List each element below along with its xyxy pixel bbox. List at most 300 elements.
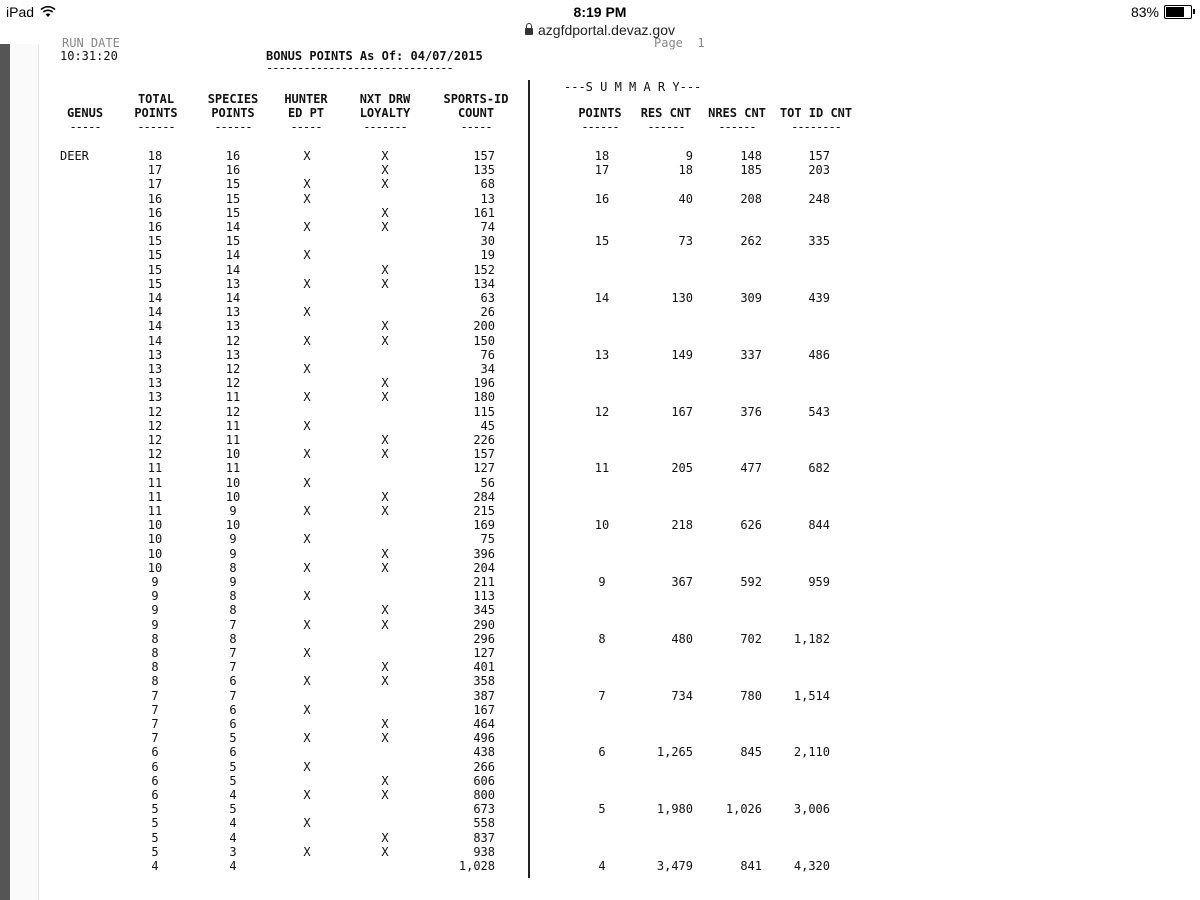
summary-nres-cnt: 376 — [740, 404, 762, 419]
row-sports-id-count: 606 — [473, 773, 495, 788]
row-species-points: 5 — [229, 731, 237, 746]
row-sports-id-count: 266 — [473, 759, 495, 774]
row-sports-id-count: 284 — [473, 489, 495, 504]
report-time: 10:31:20 — [60, 49, 118, 63]
row-species-points: 11 — [225, 390, 241, 405]
row-species-points: 7 — [229, 617, 237, 632]
summary-tot-id-cnt: 248 — [808, 191, 830, 206]
row-loyalty: X — [381, 773, 389, 788]
row-species-points: 11 — [225, 433, 241, 447]
row-loyalty: X — [381, 447, 389, 462]
header-species-points: SPECIES POINTS — [207, 92, 259, 120]
row-species-points: 7 — [229, 688, 237, 703]
row-total-points: 16 — [147, 220, 163, 234]
row-sports-id-count: 196 — [473, 376, 495, 391]
row-species-points: 8 — [229, 603, 237, 618]
summary-dash-nres: ------ — [718, 120, 756, 134]
row-species-points: 14 — [225, 291, 241, 305]
row-hunter-ed-pt: X — [303, 447, 311, 462]
row-sports-id-count: 26 — [480, 305, 495, 320]
row-species-points: 15 — [225, 177, 241, 192]
row-total-points: 6 — [151, 788, 159, 802]
header-total-points: TOTAL POINTS — [134, 92, 178, 120]
url-text[interactable]: azgfdportal.devaz.gov — [538, 22, 675, 38]
report-title-underline: ------------------------------ — [266, 61, 453, 75]
genus-label: DEER — [60, 149, 89, 163]
summary-nres-cnt: 185 — [740, 163, 762, 178]
summary-tot-id-cnt: 844 — [808, 518, 830, 533]
row-hunter-ed-pt: X — [303, 418, 311, 433]
row-species-points: 11 — [225, 418, 241, 433]
row-total-points: 9 — [151, 617, 159, 632]
row-species-points: 12 — [225, 404, 241, 419]
row-hunter-ed-pt: X — [303, 674, 311, 689]
row-total-points: 10 — [147, 518, 163, 533]
summary-tot-id-cnt: 3,006 — [793, 802, 830, 817]
summary-res-cnt: 734 — [671, 688, 693, 703]
row-sports-id-count: 63 — [480, 291, 495, 305]
row-species-points: 6 — [229, 717, 237, 731]
summary-nres-cnt: 337 — [740, 347, 762, 362]
row-sports-id-count: 558 — [473, 816, 495, 831]
summary-nres-cnt: 626 — [740, 518, 762, 533]
row-total-points: 7 — [151, 731, 159, 746]
battery-tip — [1193, 9, 1195, 14]
summary-points: 17 — [594, 163, 610, 178]
row-sports-id-count: 211 — [473, 575, 495, 589]
row-total-points: 14 — [147, 305, 163, 320]
row-hunter-ed-pt: X — [303, 702, 311, 717]
row-total-points: 10 — [147, 546, 163, 561]
summary-tot-id-cnt: 682 — [808, 461, 830, 476]
row-species-points: 5 — [229, 773, 237, 788]
row-sports-id-count: 167 — [473, 702, 495, 717]
row-species-points: 12 — [225, 333, 241, 348]
row-total-points: 5 — [151, 802, 159, 817]
row-hunter-ed-pt: X — [303, 788, 311, 802]
row-total-points: 7 — [151, 688, 159, 703]
row-loyalty: X — [381, 830, 389, 845]
header-genus: GENUS — [66, 106, 104, 120]
summary-nres-cnt: 841 — [740, 859, 762, 873]
row-total-points: 13 — [147, 362, 163, 376]
row-sports-id-count: 74 — [480, 220, 495, 234]
row-sports-id-count: 673 — [473, 802, 495, 817]
row-total-points: 15 — [147, 234, 163, 249]
summary-tot-id-cnt: 2,110 — [793, 745, 830, 760]
row-sports-id-count: 127 — [473, 646, 495, 660]
summary-tot-id-cnt: 439 — [808, 291, 830, 305]
row-loyalty: X — [381, 433, 389, 447]
row-loyalty: X — [381, 546, 389, 561]
row-sports-id-count: 296 — [473, 631, 495, 646]
row-total-points: 16 — [147, 191, 163, 206]
row-sports-id-count: 150 — [473, 333, 495, 348]
summary-points: 13 — [594, 347, 610, 362]
row-species-points: 12 — [225, 362, 241, 376]
row-total-points: 14 — [147, 333, 163, 348]
summary-nres-cnt: 592 — [740, 575, 762, 589]
status-time: 8:19 PM — [573, 4, 627, 20]
row-species-points: 9 — [229, 546, 237, 561]
summary-res-cnt: 40 — [678, 191, 693, 206]
dash-species-points: ------ — [214, 120, 252, 134]
row-hunter-ed-pt: X — [303, 646, 311, 660]
row-loyalty: X — [381, 560, 389, 575]
row-hunter-ed-pt: X — [303, 248, 311, 263]
row-sports-id-count: 13 — [480, 191, 495, 206]
row-total-points: 8 — [151, 631, 159, 646]
row-total-points: 17 — [147, 163, 163, 178]
summary-res-cnt: 167 — [671, 404, 693, 419]
row-sports-id-count: 127 — [473, 461, 495, 476]
row-sports-id-count: 345 — [473, 603, 495, 618]
row-loyalty: X — [381, 717, 389, 731]
summary-points: 4 — [598, 859, 606, 873]
row-sports-id-count: 387 — [473, 688, 495, 703]
summary-dash-points: ------ — [581, 120, 619, 134]
summary-tot-id-cnt: 157 — [808, 149, 830, 163]
row-total-points: 12 — [147, 447, 163, 462]
row-total-points: 14 — [147, 319, 163, 334]
row-hunter-ed-pt: X — [303, 362, 311, 376]
row-sports-id-count: 34 — [480, 362, 495, 376]
row-sports-id-count: 161 — [473, 205, 495, 220]
row-loyalty: X — [381, 177, 389, 192]
url-bar[interactable] — [0, 22, 1200, 44]
row-sports-id-count: 19 — [480, 248, 495, 263]
row-hunter-ed-pt: X — [303, 276, 311, 291]
summary-res-cnt: 9 — [685, 149, 693, 163]
summary-res-cnt: 367 — [671, 575, 693, 589]
row-hunter-ed-pt: X — [303, 220, 311, 234]
row-loyalty: X — [381, 788, 389, 802]
summary-header-res: RES CNT — [640, 106, 692, 120]
row-species-points: 13 — [225, 305, 241, 320]
row-total-points: 5 — [151, 844, 159, 859]
row-total-points: 11 — [147, 461, 163, 476]
lock-icon — [525, 28, 533, 35]
summary-points: 11 — [594, 461, 610, 476]
dash-hunter-ed: ----- — [290, 120, 322, 134]
row-sports-id-count: 290 — [473, 617, 495, 632]
row-sports-id-count: 76 — [480, 347, 495, 362]
summary-res-cnt: 149 — [671, 347, 693, 362]
row-total-points: 9 — [151, 603, 159, 618]
row-hunter-ed-pt: X — [303, 177, 311, 192]
row-hunter-ed-pt: X — [303, 475, 311, 490]
row-total-points: 8 — [151, 674, 159, 689]
row-sports-id-count: 30 — [480, 234, 495, 249]
summary-tot-id-cnt: 4,320 — [793, 859, 830, 873]
row-loyalty: X — [381, 205, 389, 220]
row-loyalty: X — [381, 660, 389, 675]
row-loyalty: X — [381, 333, 389, 348]
row-loyalty: X — [381, 489, 389, 504]
row-species-points: 4 — [229, 859, 237, 873]
header-loyalty: NXT DRW LOYALTY — [359, 92, 411, 120]
row-hunter-ed-pt: X — [303, 560, 311, 575]
summary-points: 14 — [594, 291, 610, 305]
battery-percent: 83% — [1130, 4, 1159, 20]
row-species-points: 8 — [229, 589, 237, 604]
summary-res-cnt: 73 — [678, 234, 693, 249]
document-margin — [10, 44, 39, 900]
row-total-points: 11 — [147, 475, 163, 490]
row-species-points: 10 — [225, 475, 241, 490]
row-species-points: 13 — [225, 319, 241, 334]
summary-table — [40, 44, 1200, 900]
row-hunter-ed-pt: X — [303, 333, 311, 348]
row-species-points: 13 — [225, 276, 241, 291]
row-total-points: 10 — [147, 560, 163, 575]
summary-nres-cnt: 262 — [740, 234, 762, 249]
row-species-points: 8 — [229, 631, 237, 646]
row-hunter-ed-pt: X — [303, 816, 311, 831]
row-hunter-ed-pt: X — [303, 504, 311, 518]
cutoff-text-right: Page 1 — [654, 36, 705, 50]
row-sports-id-count: 180 — [473, 390, 495, 405]
battery-fill — [1166, 7, 1184, 17]
summary-nres-cnt: 780 — [740, 688, 762, 703]
row-sports-id-count: 113 — [473, 589, 495, 604]
row-hunter-ed-pt: X — [303, 390, 311, 405]
summary-nres-cnt: 148 — [740, 149, 762, 163]
summary-points: 7 — [598, 688, 606, 703]
row-hunter-ed-pt: X — [303, 191, 311, 206]
summary-nres-cnt: 702 — [740, 631, 762, 646]
row-sports-id-count: 45 — [480, 418, 495, 433]
row-loyalty: X — [381, 149, 389, 163]
row-loyalty: X — [381, 617, 389, 632]
row-species-points: 5 — [229, 759, 237, 774]
summary-nres-cnt: 309 — [740, 291, 762, 305]
summary-points: 5 — [598, 802, 606, 817]
row-sports-id-count: 358 — [473, 674, 495, 689]
row-sports-id-count: 135 — [473, 163, 495, 178]
summary-nres-cnt: 1,026 — [725, 802, 762, 817]
row-sports-id-count: 1,028 — [458, 859, 495, 873]
row-species-points: 9 — [229, 532, 237, 547]
row-species-points: 10 — [225, 518, 241, 533]
summary-points: 12 — [594, 404, 610, 419]
report-title: BONUS POINTS As Of: 04/07/2015 — [266, 49, 483, 63]
row-total-points: 11 — [147, 489, 163, 504]
row-total-points: 6 — [151, 773, 159, 788]
summary-nres-cnt: 845 — [740, 745, 762, 760]
row-species-points: 9 — [229, 504, 237, 518]
row-species-points: 7 — [229, 646, 237, 660]
row-total-points: 8 — [151, 646, 159, 660]
header-count: SPORTS-ID COUNT — [443, 92, 509, 120]
summary-points: 10 — [594, 518, 610, 533]
row-hunter-ed-pt: X — [303, 844, 311, 859]
row-sports-id-count: 115 — [473, 404, 495, 419]
row-hunter-ed-pt: X — [303, 589, 311, 604]
summary-title: ---S U M M A R Y--- — [564, 80, 702, 94]
row-sports-id-count: 56 — [480, 475, 495, 490]
row-loyalty: X — [381, 731, 389, 746]
dash-count: ----- — [460, 120, 492, 134]
row-loyalty: X — [381, 504, 389, 518]
summary-res-cnt: 3,479 — [656, 859, 693, 873]
row-loyalty: X — [381, 220, 389, 234]
row-total-points: 14 — [147, 291, 163, 305]
summary-res-cnt: 130 — [671, 291, 693, 305]
row-species-points: 5 — [229, 802, 237, 817]
row-sports-id-count: 464 — [473, 717, 495, 731]
row-species-points: 6 — [229, 745, 237, 760]
summary-res-cnt: 18 — [678, 163, 693, 178]
row-species-points: 6 — [229, 702, 237, 717]
device-name: iPad — [6, 4, 35, 20]
row-species-points: 6 — [229, 674, 237, 689]
row-total-points: 5 — [151, 816, 159, 831]
row-total-points: 7 — [151, 702, 159, 717]
row-species-points: 16 — [225, 163, 241, 178]
row-total-points: 12 — [147, 433, 163, 447]
row-total-points: 4 — [151, 859, 159, 873]
summary-points: 15 — [594, 234, 610, 249]
row-species-points: 14 — [225, 220, 241, 234]
summary-points: 18 — [594, 149, 610, 163]
row-sports-id-count: 438 — [473, 745, 495, 760]
summary-tot-id-cnt: 486 — [808, 347, 830, 362]
row-sports-id-count: 200 — [473, 319, 495, 334]
row-total-points: 6 — [151, 745, 159, 760]
row-total-points: 6 — [151, 759, 159, 774]
row-total-points: 7 — [151, 717, 159, 731]
summary-tot-id-cnt: 543 — [808, 404, 830, 419]
row-total-points: 8 — [151, 660, 159, 675]
row-sports-id-count: 68 — [480, 177, 495, 192]
row-loyalty: X — [381, 844, 389, 859]
row-species-points: 15 — [225, 191, 241, 206]
summary-tot-id-cnt: 203 — [808, 163, 830, 178]
document-left-edge — [0, 44, 10, 900]
row-hunter-ed-pt: X — [303, 149, 311, 163]
row-loyalty: X — [381, 262, 389, 277]
row-sports-id-count: 169 — [473, 518, 495, 533]
row-total-points: 16 — [147, 205, 163, 220]
row-total-points: 15 — [147, 248, 163, 263]
row-total-points: 15 — [147, 262, 163, 277]
row-species-points: 9 — [229, 575, 237, 589]
report-document — [40, 36, 1200, 900]
row-species-points: 4 — [229, 788, 237, 802]
dash-genus: ----- — [69, 120, 101, 134]
ios-status-bar — [0, 0, 1200, 24]
row-total-points: 9 — [151, 575, 159, 589]
summary-res-cnt: 1,265 — [656, 745, 693, 760]
summary-res-cnt: 205 — [671, 461, 693, 476]
row-sports-id-count: 938 — [473, 844, 495, 859]
summary-res-cnt: 1,980 — [656, 802, 693, 817]
summary-tot-id-cnt: 335 — [808, 234, 830, 249]
summary-res-cnt: 218 — [671, 518, 693, 533]
row-total-points: 13 — [147, 390, 163, 405]
row-total-points: 17 — [147, 177, 163, 192]
row-loyalty: X — [381, 674, 389, 689]
summary-points: 8 — [598, 631, 606, 646]
row-sports-id-count: 800 — [473, 788, 495, 802]
row-loyalty: X — [381, 376, 389, 391]
row-total-points: 18 — [147, 149, 163, 163]
row-species-points: 13 — [225, 347, 241, 362]
row-loyalty: X — [381, 319, 389, 334]
row-loyalty: X — [381, 390, 389, 405]
row-species-points: 12 — [225, 376, 241, 391]
row-species-points: 3 — [229, 844, 237, 859]
row-loyalty: X — [381, 276, 389, 291]
row-species-points: 10 — [225, 447, 241, 462]
summary-header-nres: NRES CNT — [708, 106, 766, 120]
row-hunter-ed-pt: X — [303, 617, 311, 632]
row-total-points: 12 — [147, 418, 163, 433]
row-species-points: 8 — [229, 560, 237, 575]
row-sports-id-count: 837 — [473, 830, 495, 845]
summary-dash-tot: -------- — [791, 120, 841, 134]
row-hunter-ed-pt: X — [303, 731, 311, 746]
row-species-points: 4 — [229, 816, 237, 831]
row-total-points: 9 — [151, 589, 159, 604]
summary-tot-id-cnt: 959 — [808, 575, 830, 589]
cutoff-text-left: RUN DATE — [62, 36, 120, 50]
battery-icon — [1164, 5, 1192, 19]
row-loyalty: X — [381, 163, 389, 178]
row-sports-id-count: 215 — [473, 504, 495, 518]
summary-nres-cnt: 208 — [740, 191, 762, 206]
row-sports-id-count: 157 — [473, 149, 495, 163]
row-sports-id-count: 134 — [473, 276, 495, 291]
row-species-points: 16 — [225, 149, 241, 163]
row-species-points: 15 — [225, 234, 241, 249]
header-hunter-ed: HUNTER ED PT — [284, 92, 328, 120]
row-species-points: 15 — [225, 205, 241, 220]
summary-dash-res: ------ — [647, 120, 685, 134]
row-loyalty: X — [381, 603, 389, 618]
row-hunter-ed-pt: X — [303, 532, 311, 547]
summary-points: 6 — [598, 745, 606, 760]
row-species-points: 10 — [225, 489, 241, 504]
row-total-points: 11 — [147, 504, 163, 518]
summary-header-tot: TOT ID CNT — [779, 106, 853, 120]
row-total-points: 5 — [151, 830, 159, 845]
summary-points: 9 — [598, 575, 606, 589]
row-sports-id-count: 401 — [473, 660, 495, 675]
row-total-points: 15 — [147, 276, 163, 291]
row-sports-id-count: 204 — [473, 560, 495, 575]
summary-points: 16 — [594, 191, 610, 206]
summary-header-points: POINTS — [578, 106, 622, 120]
row-sports-id-count: 152 — [473, 262, 495, 277]
summary-nres-cnt: 477 — [740, 461, 762, 476]
row-total-points: 10 — [147, 532, 163, 547]
summary-res-cnt: 480 — [671, 631, 693, 646]
row-sports-id-count: 226 — [473, 433, 495, 447]
row-sports-id-count: 396 — [473, 546, 495, 561]
row-species-points: 14 — [225, 262, 241, 277]
row-species-points: 4 — [229, 830, 237, 845]
row-total-points: 13 — [147, 376, 163, 391]
row-total-points: 13 — [147, 347, 163, 362]
status-right — [1131, 4, 1192, 20]
row-hunter-ed-pt: X — [303, 759, 311, 774]
row-hunter-ed-pt: X — [303, 305, 311, 320]
row-species-points: 11 — [225, 461, 241, 476]
dash-total-points: ------ — [137, 120, 175, 134]
summary-tot-id-cnt: 1,182 — [793, 631, 830, 646]
